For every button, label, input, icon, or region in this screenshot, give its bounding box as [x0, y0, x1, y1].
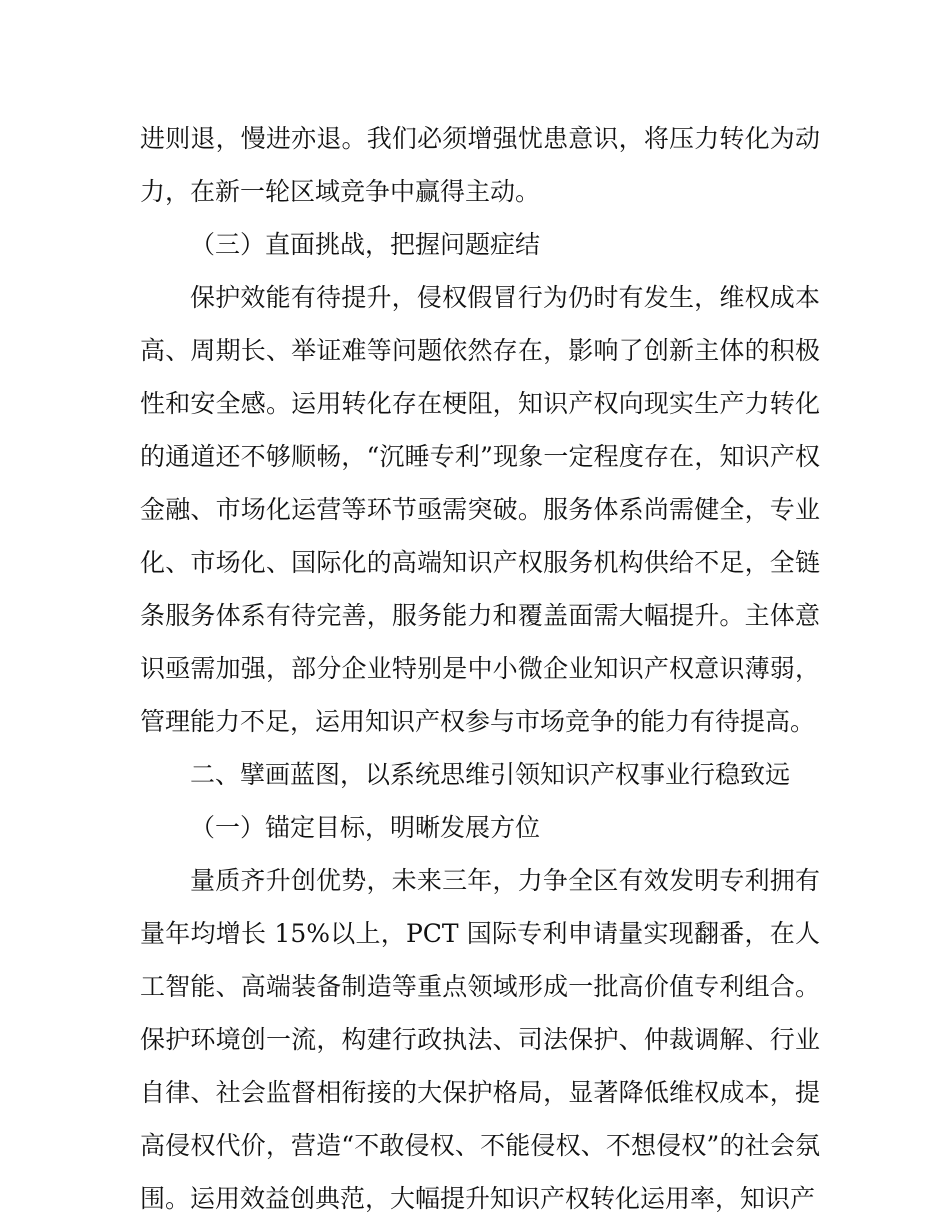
section-heading-3: （三）直面挑战，把握问题症结 — [190, 230, 541, 259]
body-paragraph: 保护效能有待提升，侵权假冒行为仍时有发生，维权成本高、周期长、举证难等问题依然存在，影响了创新主体的积极性和安全感。运用转化存在梗阻，知识产权向现实生产力转化的通道还不够顺畅，“沉睡专利”现象一定程度存在，知识产权金融、市场化运营等环节亟需突破。服务体系尚需健全，专业化、市场化、国际化的高端知识产权服务机构供给不足，全链条服务体系有待完善，服务能力和覆盖面需大幅提升。主体意识亟需加强，部分企业特别是中小微企业知识产权意识薄弱，管理能力不足，运用知识产权参与市场竞争的能力有待提高。 — [140, 283, 820, 736]
body-paragraph: 量质齐升创优势，未来三年，力争全区有效发明专利拥有量年均增长 15%以上，PCT 国际专利申请量实现翻番，在人工智能、高端装备制造等重点领域形成一批高价值专利组合。保护环境创一流，构建行政执法、司法保护、仲裁调解、行业自律、社会监督相衔接的大保护格局，显著降低维权成本，提高侵权代价，营造“不敢侵权、不能侵权、不想侵权”的社会氛围。运用效益创典范，大幅提升知识产权转化运用率，知识产 — [140, 866, 820, 1213]
continuation-paragraph: 进则退，慢进亦退。我们必须增强忧患意识，将压力转化为动力，在新一轮区域竞争中赢得主动。 — [140, 124, 820, 206]
chapter-heading-2: 二、擘画蓝图，以系统思维引领知识产权事业行稳致远 — [190, 760, 791, 789]
section-heading-1: （一）锚定目标，明晰发展方位 — [190, 813, 541, 842]
document-body — [140, 112, 820, 1225]
